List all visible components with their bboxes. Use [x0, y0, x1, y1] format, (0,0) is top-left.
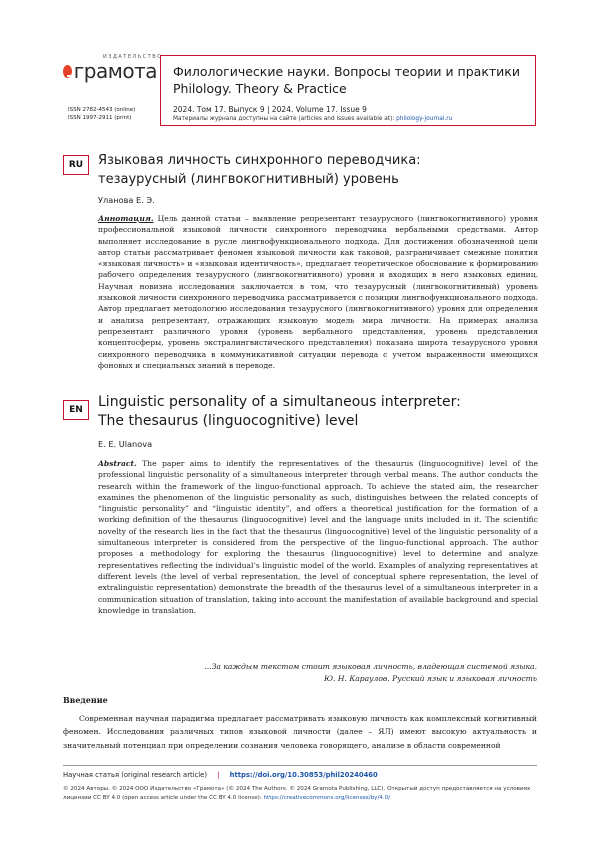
abstract-label-ru: Аннотация.	[98, 214, 154, 223]
footer-separator: |	[217, 771, 220, 779]
journal-title-ru: Филологические науки. Вопросы теории и практики	[173, 64, 520, 79]
epigraph	[97, 661, 537, 685]
license-link[interactable]: https://creativecommons.org/licenses/by/4.0/	[263, 795, 391, 801]
journal-site-link[interactable]: philology-journal.ru	[396, 116, 453, 122]
lang-badge-en: EN	[63, 400, 89, 420]
publisher-logo	[63, 54, 163, 83]
materials-note: Материалы журнала доступны на сайте (articles and issues available at): philology-journal.ru	[173, 116, 453, 122]
article-title-ru: Языковая личность синхронного переводчика: тезаурусный (лингвокогнитивный) уровень	[98, 153, 421, 187]
epigraph-source: Ю. Н. Караулов. Русский язык и языковая личность	[323, 674, 537, 683]
footer-divider	[63, 765, 537, 766]
doi-link[interactable]: https://doi.org/10.30853/phil20240460	[229, 771, 378, 779]
abstract-text-en: The paper aims to identify the representatives of the thesaurus (linguocognitive) level of the professional linguistic personality of a simultaneous interpreter through verbal means. The author conducts the research within the framework of the linguo-functional approach. To achieve the stated aim, the researcher examines the phenomenon of the linguistic personality as such, distinguishes between the related concepts of “linguistic personality” and “linguistic identity”, and offers a theoretical justification for the formation of a working definition of the thesaurus (linguocognitive) level and the language units included in it. The scientific novelty of the research lies in the fact that the thesaurus (linguocognitive) level of the linguistic personality of a simultaneous interpreter is considered from the perspective of the linguo-functional approach. The author proposes a methodology for exploring the thesaurus (linguocognitive) level to determine and analyze representatives reflecting the individual’s linguistic model of the world. Examples of analyzing representatives at different levels (the level of verbal representation, the level of conceptual sphere representation, the level of extralinguistic representation) demonstrate the breadth of the thesaurus level of a simultaneous interpreter in a communication situation of translation, taking into account the manifestation of available background and special knowledge in translation.	[98, 459, 538, 615]
logo-text: грамота	[73, 59, 157, 83]
issn-block	[68, 106, 135, 122]
journal-title-en: Philology. Theory & Practice	[173, 81, 347, 96]
issn-print: ISSN 1997-2911 (print)	[68, 115, 132, 121]
abstract-label-en: Abstract.	[98, 459, 137, 468]
journal-header	[160, 55, 536, 126]
article-type-row	[63, 771, 378, 779]
logo-caption: ИЗДАТЕЛЬСТВО	[103, 54, 163, 60]
article-type: Научная статья (original research article)	[63, 771, 208, 779]
issue-info: 2024. Том 17. Выпуск 9 | 2024. Volume 17. Issue 9	[173, 105, 367, 114]
license-note: © 2024 Авторы. © 2024 ООО Издательство «Грамота» (© 2024 The Authors. © 2024 Gramota Publishing, LLC). Открытый доступ предоставляется на условиях лицензии CC BY 4.0 (open access article under the CC BY 4.0 license): https://creativecommons.org/licenses/by/4.0/	[63, 786, 531, 801]
epigraph-quote: ...За каждым текстом стоит языковая личность, владеющая системой языка.	[204, 662, 537, 671]
issn-online: ISSN 2782-4543 (online)	[68, 107, 136, 113]
lang-badge-ru: RU	[63, 155, 89, 175]
logo-mark-icon	[63, 65, 72, 78]
abstract-ru	[98, 213, 538, 371]
section-heading-intro: Введение	[63, 695, 108, 705]
article-title-en: Linguistic personality of a simultaneous interpreter: The thesaurus (linguocognitive) level	[98, 394, 461, 429]
author-en: E. E. Ulanova	[98, 439, 153, 449]
intro-paragraph: Современная научная парадигма предлагает рассматривать языковую личность как комплексный когнитивный феномен. Исследования различных типов языковой личности (далее – ЯЛ) имеют высокую актуальность и значительный потенциал при определении сознания человека говорящего, анализе в области современной	[63, 714, 537, 750]
abstract-text-ru: Цель данной статьи – выявление репрезентант тезаурусного (лингвокогнитивного) уровня профессиональной языковой личности синхронного переводчика вербальными средствами. Автор выполняет исследование в русле лингвофункционального подхода. Для достижения обозначенной цели автор статьи рассматривает феномен языковой личности как таковой, разграничивает смежные понятия «языковая личность» и «языковая идентичность», предлагает теоретическое обоснование к формированию рабочего определения тезаурусного (лингвокогнитивного) уровня и входящих в него языковых единиц. Научная новизна исследования заключается в том, что тезаурусный (лингвокогнитивный) уровень языковой личности синхронного переводчика рассматривается с позиции лингвофункционального подхода. Автор предлагает методологию исследования тезаурусного (лингвокогнитивного) уровня для определения и анализа репрезентант, отражающих языковую модель мира личности. На примерах анализа репрезентант различного уровня (уровень вербального представления, уровень представления концептосферы, уровень экстралингвистического представления) показана широта тезаурусного уровня синхронного переводчика в коммуникативной ситуации перевода с учетом выраженности имеющихся фоновых и специальных знаний в переводе.	[98, 214, 538, 370]
author-ru: Уланова Е. Э.	[98, 195, 155, 205]
abstract-en	[98, 458, 538, 616]
